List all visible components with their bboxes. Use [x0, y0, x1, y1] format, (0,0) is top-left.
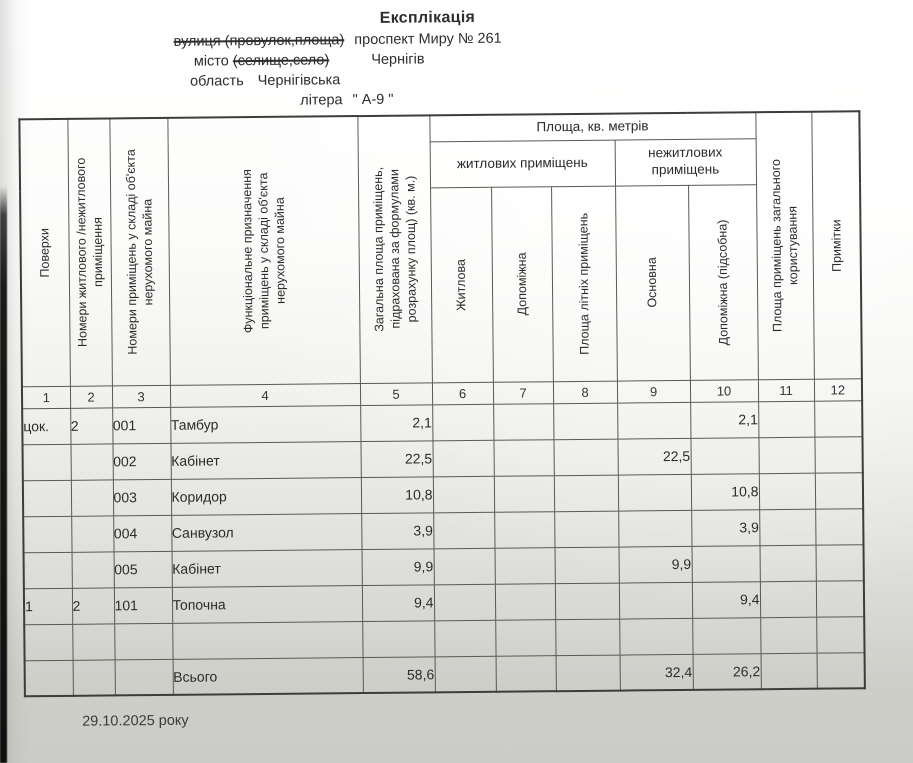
cell-living-area — [433, 512, 494, 549]
col-header-room-numbers: Номери приміщень у складі об'єкта нерухомого майна — [109, 118, 170, 386]
cell-total-area: 2,1 — [360, 404, 432, 441]
cell-main-area: 32,4 — [620, 654, 693, 691]
address-letter-line — [300, 85, 884, 111]
cell-summer-area — [554, 511, 618, 548]
col-header-notes: Примітки — [811, 111, 862, 378]
cell-auxiliary-utility-area: 9,4 — [692, 581, 760, 618]
col-header-main: Основна — [615, 185, 690, 381]
cell-auxiliary-utility-area — [690, 437, 758, 474]
col-num: 12 — [814, 378, 862, 400]
cell-main-area — [618, 510, 691, 547]
cell-notes — [815, 508, 863, 544]
cell-auxiliary-utility-area — [692, 545, 760, 582]
cell-main-area — [617, 402, 690, 439]
cell-auxiliary-utility-area: 3,9 — [691, 509, 759, 546]
col-header-common-area: Площа приміщень загального користування — [755, 112, 814, 380]
document-page — [17, 1, 890, 730]
cell-auxiliary-area — [495, 583, 555, 620]
cell-summer-area — [554, 475, 618, 512]
region-value: Чернігівська — [257, 72, 341, 90]
cell-auxiliary-area — [496, 655, 556, 692]
cell-function: Кабінет — [172, 549, 362, 587]
region-label: область — [189, 73, 244, 90]
cell-floor — [23, 480, 71, 516]
cell-common-area — [760, 617, 816, 654]
col-header-unit-numbers: Номери житлового /нежитлового приміщення — [67, 118, 112, 385]
cell-auxiliary-area — [494, 475, 554, 512]
letter-label: літера — [300, 92, 343, 109]
col-num: 2 — [70, 385, 112, 407]
cell-common-area — [761, 653, 817, 690]
cell-unit-number — [70, 443, 112, 479]
cell-auxiliary-utility-area: 10,8 — [691, 473, 759, 510]
street-value: проспект Миру № 261 — [354, 30, 502, 49]
cell-summer-area — [555, 547, 619, 584]
cell-total-area — [362, 620, 434, 657]
cell-floor — [23, 516, 71, 552]
cell-common-area — [758, 401, 814, 438]
cell-floor — [24, 552, 72, 588]
col-num: 8 — [553, 381, 617, 404]
cell-floor: 1 — [24, 588, 72, 624]
cell-notes — [817, 652, 865, 688]
cell-living-area — [434, 548, 495, 585]
street-label-struck: вулиця (провулок,площа) — [173, 32, 345, 50]
scan-edge-artifact — [0, 186, 7, 763]
cell-living-area — [434, 584, 495, 621]
cell-function: Всього — [173, 657, 363, 695]
cell-living-area — [432, 440, 493, 477]
cell-living-area — [432, 404, 493, 441]
cell-summer-area — [555, 583, 619, 620]
cell-auxiliary-utility-area — [692, 617, 760, 654]
cell-main-area — [618, 474, 691, 511]
cell-total-area: 3,9 — [361, 512, 433, 549]
cell-summer-area — [556, 655, 620, 692]
cell-auxiliary-area — [495, 547, 555, 584]
page-title: Експлікація — [379, 8, 476, 27]
cell-auxiliary-area — [495, 619, 555, 656]
city-label: місто — [193, 53, 229, 70]
cell-room-number: 004 — [113, 515, 171, 552]
cell-auxiliary-area — [493, 439, 553, 476]
cell-unit-number — [72, 623, 114, 659]
cell-summer-area — [555, 619, 619, 656]
col-num: 10 — [690, 379, 758, 402]
cell-total-area: 22,5 — [360, 440, 432, 477]
cell-notes — [814, 436, 862, 472]
address-block — [18, 25, 885, 113]
cell-notes — [816, 616, 864, 652]
cell-notes — [814, 400, 862, 436]
cell-function: Кабінет — [170, 441, 360, 479]
cell-room-number: 002 — [112, 443, 170, 480]
cell-room-number: 003 — [113, 479, 171, 516]
explication-table — [18, 110, 866, 697]
cell-floor — [22, 444, 70, 480]
cell-main-area — [619, 618, 692, 655]
cell-auxiliary-area — [494, 511, 554, 548]
cell-summer-area — [553, 439, 617, 476]
cell-notes — [816, 544, 864, 580]
cell-room-number: 101 — [114, 587, 172, 624]
col-header-auxiliary: Допоміжна — [491, 186, 553, 382]
cell-function — [172, 621, 362, 659]
cell-auxiliary-area — [493, 403, 553, 440]
cell-main-area: 22,5 — [617, 438, 690, 475]
col-num: 5 — [360, 382, 432, 405]
col-header-living: Житлова — [430, 187, 493, 383]
table-body — [22, 400, 865, 696]
cell-common-area — [758, 437, 814, 474]
col-num: 9 — [617, 380, 690, 403]
col-num: 1 — [22, 386, 70, 408]
cell-unit-number: 2 — [72, 587, 114, 623]
city-value: Чернігів — [371, 51, 425, 68]
cell-function: Санвузол — [171, 513, 361, 551]
letter-value: " А-9 " — [352, 91, 394, 109]
cell-living-area — [433, 476, 494, 513]
cell-unit-number — [71, 479, 113, 515]
cell-summer-area — [553, 403, 617, 440]
cell-floor — [25, 660, 73, 696]
col-num: 4 — [170, 383, 360, 407]
group-header-residential: житлових приміщень — [430, 140, 615, 188]
cell-floor — [24, 624, 72, 660]
date-line: 29.10.2025 року — [82, 712, 189, 730]
city-label-struck: (селище,село) — [232, 52, 330, 70]
cell-total-area: 9,9 — [362, 548, 434, 585]
cell-living-area — [434, 620, 495, 657]
cell-unit-number — [72, 551, 114, 587]
cell-main-area: 9,9 — [619, 546, 692, 583]
table-row — [25, 652, 865, 696]
col-header-auxiliary-utility: Допоміжна (підсобна) — [688, 184, 758, 380]
cell-unit-number — [71, 515, 113, 551]
col-num: 3 — [112, 385, 170, 408]
cell-common-area — [759, 473, 815, 510]
col-header-summer-area: Площа літніх приміщень — [551, 186, 617, 382]
cell-total-area: 10,8 — [361, 476, 433, 513]
group-header-area: Площа, кв. метрів — [429, 112, 755, 141]
cell-notes — [815, 472, 863, 508]
cell-common-area — [760, 545, 816, 582]
group-header-non-residential: нежитлових приміщень — [615, 138, 756, 185]
table-header-section — [19, 111, 862, 408]
cell-auxiliary-utility-area: 2,1 — [690, 401, 758, 438]
cell-auxiliary-utility-area: 26,2 — [693, 653, 761, 690]
cell-common-area — [759, 509, 815, 546]
cell-total-area: 9,4 — [362, 584, 434, 621]
cell-unit-number — [73, 659, 115, 695]
col-header-total-area: Загальна площа приміщень, підрахована за формулами розрахунку площ) (кв. м.) — [357, 115, 432, 383]
col-num: 7 — [493, 381, 553, 404]
cell-living-area — [435, 656, 496, 693]
cell-unit-number: 2 — [70, 407, 112, 443]
cell-main-area — [619, 582, 692, 619]
cell-room-number: 001 — [112, 407, 170, 444]
cell-common-area — [760, 581, 816, 618]
cell-total-area: 58,6 — [363, 656, 435, 693]
col-num: 11 — [758, 379, 814, 402]
col-header-function: Функціональне призначення приміщень у складі об'єкта нерухомого майна — [167, 116, 360, 385]
col-header-floors: Поверхи — [19, 119, 70, 386]
cell-room-number: 005 — [114, 551, 172, 588]
cell-function: Коридор — [171, 477, 361, 515]
cell-function: Тамбур — [170, 405, 360, 443]
cell-function: Топочна — [172, 585, 362, 623]
cell-room-number — [115, 659, 173, 696]
col-num: 6 — [432, 382, 493, 405]
cell-floor: цок. — [22, 408, 70, 444]
cell-notes — [816, 580, 864, 616]
cell-room-number — [114, 623, 172, 660]
